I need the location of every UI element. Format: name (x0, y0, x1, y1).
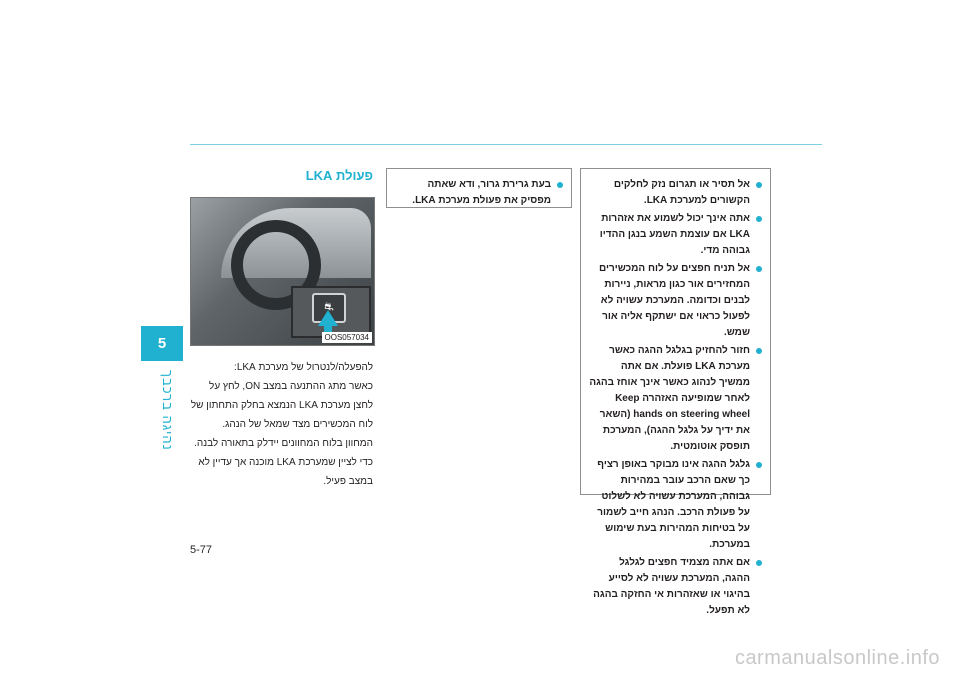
bullet-item: חזור להחזיק בגלגל ההגה כאשר מערכת LKA פועלת. אם אתה ממשיך לנהוג כאשר אינך אוחז בהגה לאחר שמופיעה האזהרה Keep hands on steering wheel (השאר את ידיך על גלגל ההגה), המערכת תופסק אוטומטית. (589, 343, 762, 455)
paragraph: כאשר מתג ההתנעה במצב ON, לחץ על לחצן מערכת LKA הנמצא בחלק התחתון של לוח המכשירים מצד שמאל של הנהג. (190, 381, 373, 430)
bullet-item: אל תסיר או תגרום נזק לחלקים הקשורים למערכת LKA. (589, 177, 762, 209)
bullet-item: אל תניח חפצים על לוח המכשירים המחזירים אור כגון מראות, ניירות לבנים וכדומה. המערכת עשויה לא לפעול כראוי אם ישתקף אליה אור שמש. (589, 261, 762, 341)
top-divider (190, 144, 822, 145)
lka-button-photo (190, 197, 375, 346)
paragraph: המחוון בלוח המחוונים יידלק בתאורה לבנה. כדי לציין שמערכת LKA מוכנה אך עדיין לא במצב פעיל. (194, 438, 373, 487)
bullet-item: בעת גרירת גרור, ודא שאתה מפסיק את פעולת מערכת LKA. (395, 177, 563, 209)
lka-instructions (190, 358, 373, 491)
chapter-title: נהיגה ברכבך (160, 370, 175, 451)
caution-box-towing (386, 168, 572, 208)
photo-code: OOS057034 (322, 332, 372, 343)
bullet-item: אם אתה מצמיד חפצים לגלגל ההגה, המערכת עשויה לא לסייע בהיגוי או שאזהרות אי החזקה בהגה לא תפעל. (589, 555, 762, 619)
caution-box-lka (580, 168, 771, 616)
section-title: פעולת LKA (305, 168, 373, 183)
bullet-item: גלגל ההגה אינו מבוקר באופן רציף כך שאם הרכב עובר במהירות גבוהה, המערכת עשויה לא לשלוט על פעולת הרכב. הנהג חייב לשמור על בטיחות המהירות בעת שימוש במערכת. (589, 457, 762, 553)
page-number: 5-77 (190, 544, 213, 556)
chapter-tab: 5 (141, 326, 183, 361)
watermark: carmanualsonline.info (734, 647, 940, 669)
pointer-arrow-icon (318, 310, 338, 326)
paragraph: להפעלה/לנטרול של מערכת LKA: (234, 362, 373, 373)
lka-switch-icon: ⛐ (312, 293, 346, 323)
bullet-item: אתה אינך יכול לשמוע את אזהרות LKA אם עוצמת השמע בנגן ההדיו גבוהה מדי. (589, 211, 762, 259)
